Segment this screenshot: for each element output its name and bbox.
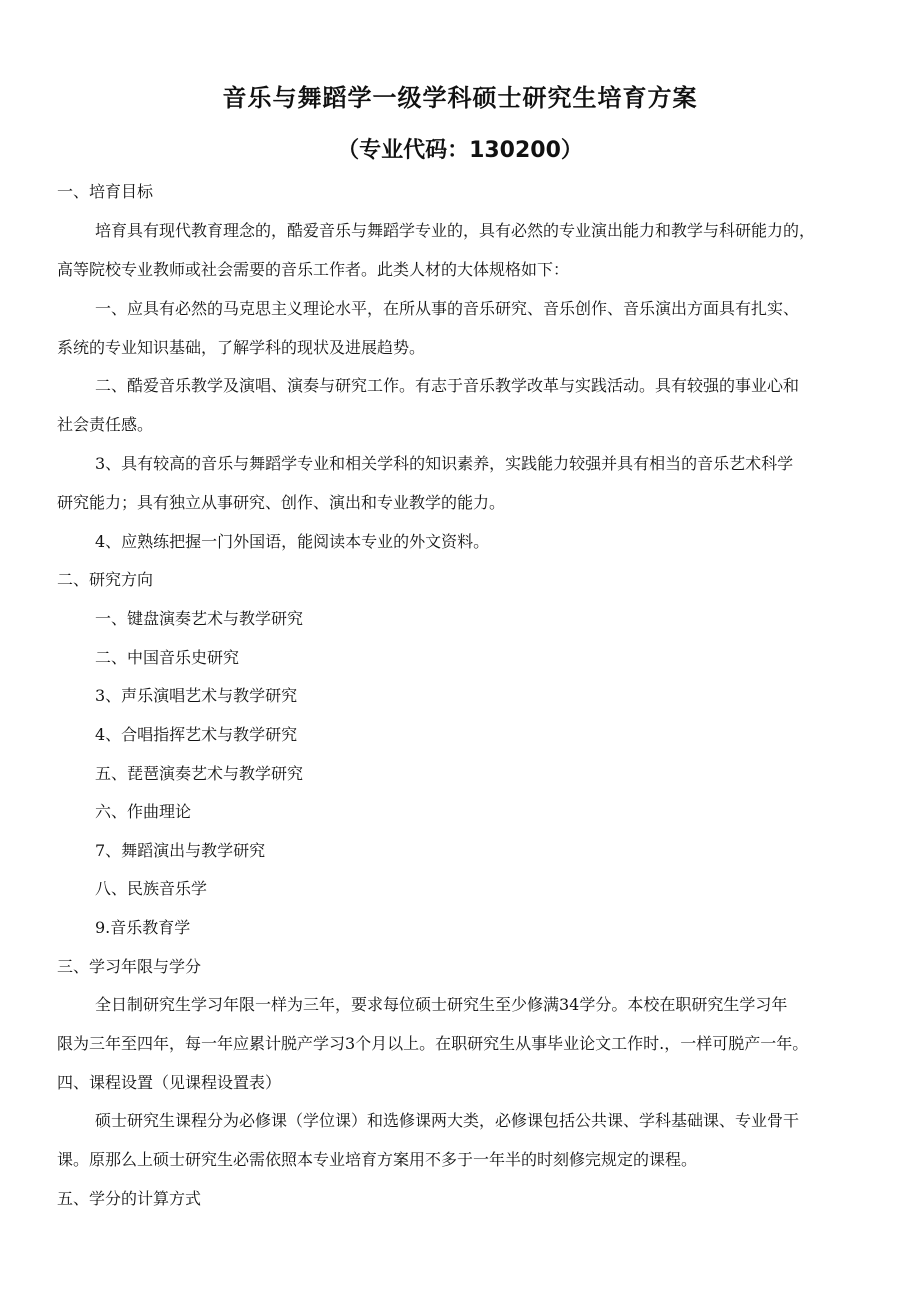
- paragraph-line: 培育具有现代教育理念的，酷爱音乐与舞蹈学专业的，具有必然的专业演出能力和教学与科研能力的，: [95, 221, 816, 240]
- research-direction-item: 八、民族音乐学: [95, 879, 208, 898]
- paragraph-line: 二、酷爱音乐教学及演唱、演奏与研究工作。有志于音乐教学改革与实践活动。具有较强的事业心和: [95, 376, 800, 395]
- paragraph-line: 硕士研究生课程分为必修课（学位课）和选修课两大类，必修课包括公共课、学科基础课、专业骨干: [95, 1111, 800, 1130]
- major-code-subtitle: （专业代码：130200）: [337, 138, 583, 163]
- section-heading-training-goal: 一、培育目标: [57, 182, 154, 201]
- paragraph-line: 研究能力；具有独立从事研究、创作、演出和专业教学的能力。: [57, 493, 506, 512]
- research-direction-item: 4、合唱指挥艺术与教学研究: [95, 725, 298, 744]
- document-title: 音乐与舞蹈学一级学科硕士研究生培育方案: [222, 84, 698, 112]
- research-direction-item: 9.音乐教育学: [95, 918, 191, 937]
- paragraph-line: 3、具有较高的音乐与舞蹈学专业和相关学科的知识素养，实践能力较强并具有相当的音乐艺术科学: [95, 454, 794, 473]
- research-direction-item: 3、声乐演唱艺术与教学研究: [95, 686, 298, 705]
- section-heading-research-directions: 二、研究方向: [57, 570, 154, 589]
- research-direction-item: 二、中国音乐史研究: [95, 648, 240, 667]
- paragraph-line: 系统的专业知识基础，了解学科的现状及进展趋势。: [57, 338, 426, 357]
- paragraph-line: 4、应熟练把握一门外国语，能阅读本专业的外文资料。: [95, 532, 490, 551]
- research-direction-item: 7、舞蹈演出与教学研究: [95, 841, 266, 860]
- paragraph-line: 高等院校专业教师或社会需要的音乐工作者。此类人材的大体规格如下：: [57, 260, 570, 279]
- paragraph-line: 限为三年至四年，每一年应累计脱产学习3个月以上。在职研究生从事毕业论文工作时.，一样可脱产一年。: [57, 1034, 809, 1053]
- research-direction-item: 五、琵琶演奏艺术与教学研究: [95, 764, 304, 783]
- paragraph-line: 一、应具有必然的马克思主义理论水平，在所从事的音乐研究、音乐创作、音乐演出方面具有扎实、: [95, 299, 800, 318]
- paragraph-line: 全日制研究生学习年限一样为三年，要求每位硕士研究生至少修满34学分。本校在职研究生学习年: [95, 995, 788, 1014]
- section-heading-study-duration: 三、学习年限与学分: [57, 957, 202, 976]
- section-heading-course-settings: 四、课程设置（见课程设置表）: [57, 1073, 282, 1092]
- paragraph-line: 课。原那么上硕士研究生必需依照本专业培育方案用不多于一年半的时刻修完规定的课程。: [57, 1150, 698, 1169]
- paragraph-line: 社会责任感。: [57, 415, 154, 434]
- research-direction-item: 六、作曲理论: [95, 802, 192, 821]
- section-heading-credit-calculation: 五、学分的计算方式: [57, 1189, 202, 1208]
- research-direction-item: 一、键盘演奏艺术与教学研究: [95, 609, 304, 628]
